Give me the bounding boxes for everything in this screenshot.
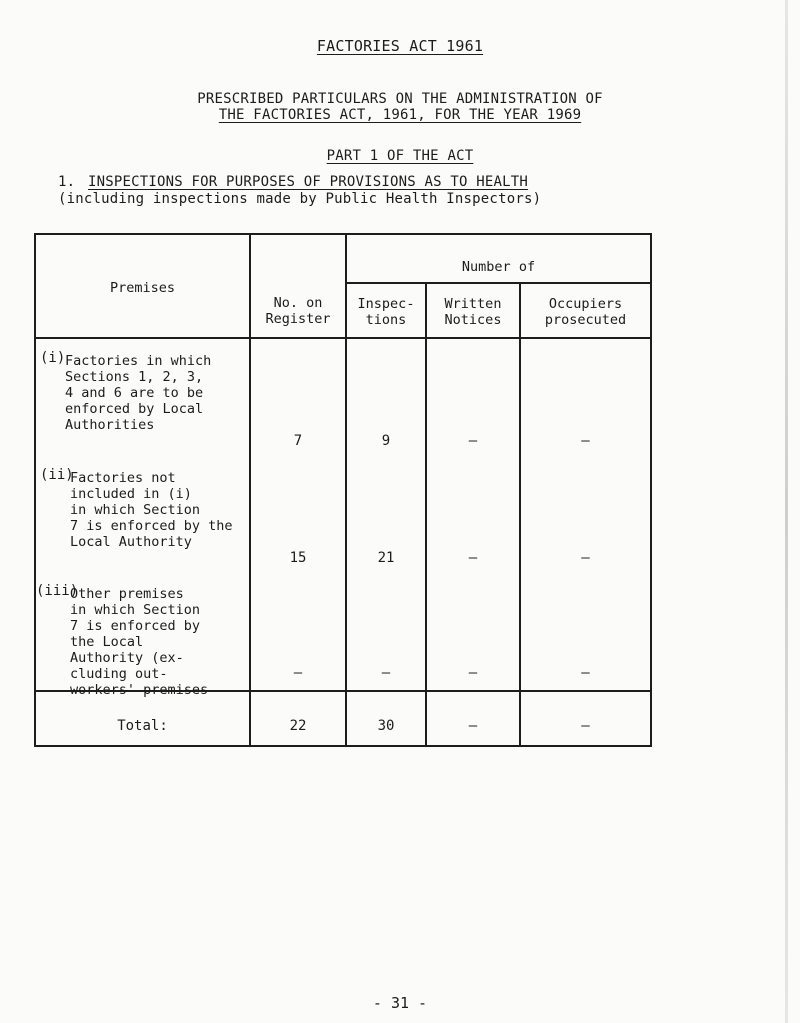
section-title: INSPECTIONS FOR PURPOSES OF PROVISIONS AS TO HEALTH (88, 174, 529, 190)
row-register: 15 (289, 550, 307, 566)
row-register: – (293, 665, 303, 681)
section-subtitle: (including inspections made by Public Health Inspectors) (58, 191, 542, 207)
header-occupiers-prosecuted: Occupiers prosecuted (544, 296, 627, 328)
header-inspections: Inspec- tions (357, 296, 415, 328)
row-premises: Other premises in which Section 7 is enforced by the Local Authority (ex- cluding out- workers' premises (70, 586, 209, 698)
total-notices: – (468, 718, 478, 734)
header-premises: Premises (109, 280, 176, 296)
prescribed-particulars-line1: PRESCRIBED PARTICULARS ON THE ADMINISTRATION OF (197, 91, 603, 107)
header-written-notices: Written Notices (444, 296, 502, 328)
row-premises: Factories not included in (i) in which Section 7 is enforced by the Local Authority (70, 470, 233, 550)
table-left-rule (34, 233, 36, 747)
row-register: 7 (293, 433, 303, 449)
header-bottom-rule (34, 337, 652, 339)
table-top-rule (34, 233, 652, 235)
section-number: 1. (58, 174, 76, 190)
total-inspections: 30 (377, 718, 395, 734)
row-inspections: – (381, 665, 391, 681)
row-number: (iii) (36, 583, 79, 599)
part-heading: PART 1 OF THE ACT (326, 148, 474, 164)
total-label: Total: (117, 718, 168, 734)
document-title: FACTORIES ACT 1961 (316, 37, 484, 55)
total-prosecuted: – (581, 718, 590, 734)
row-prosecuted: – (581, 433, 590, 449)
row-notices: – (468, 665, 478, 681)
row-prosecuted: – (581, 665, 590, 681)
header-number-of: Number of (461, 259, 536, 275)
page-number: - 31 - (372, 994, 428, 1012)
number-of-rule (345, 282, 652, 284)
row-inspections: 9 (381, 433, 391, 449)
row-premises: Factories in which Sections 1, 2, 3, 4 and 6 are to be enforced by Local Authorities (65, 353, 212, 433)
header-no-on-register: No. on Register (265, 295, 331, 327)
prescribed-particulars-line2: THE FACTORIES ACT, 1961, FOR THE YEAR 1969 (218, 107, 582, 123)
row-notices: – (468, 433, 478, 449)
table-right-rule (650, 233, 652, 747)
row-notices: – (468, 550, 478, 566)
row-number: (ii) (40, 467, 74, 483)
row-prosecuted: – (581, 550, 590, 566)
row-inspections: 21 (377, 550, 395, 566)
total-register: 22 (289, 718, 307, 734)
row-number: (i) (40, 350, 66, 366)
total-bottom-rule (34, 745, 652, 747)
